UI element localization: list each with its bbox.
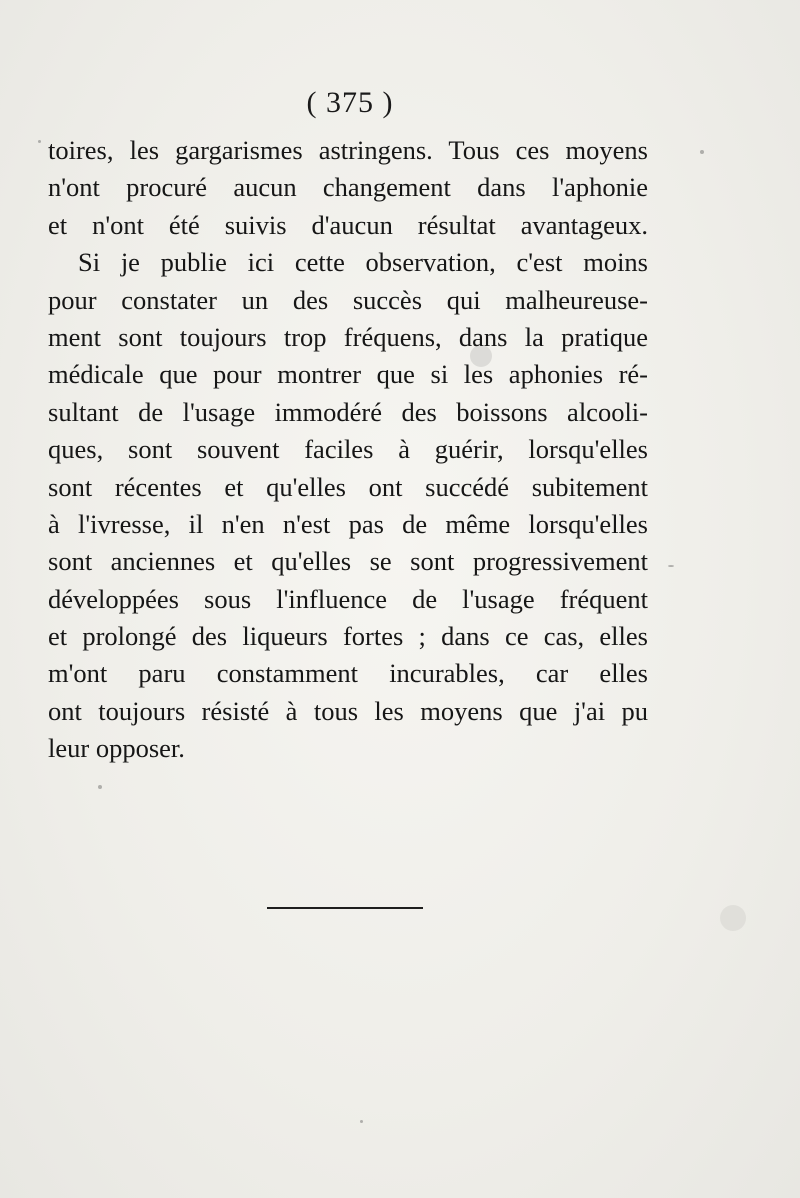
text-line: et prolongé des liqueurs fortes ; dans ce cas, elles bbox=[48, 621, 648, 652]
paper-speck bbox=[360, 1120, 363, 1123]
text-line: développées sous l'influence de l'usage fréquent bbox=[48, 583, 648, 614]
section-divider bbox=[267, 907, 423, 909]
text-line: ques, sont souvent faciles à guérir, lorsqu'elles bbox=[48, 434, 648, 465]
page-number: ( 375 ) bbox=[306, 86, 394, 119]
paper-speck bbox=[38, 140, 41, 143]
text-line: m'ont paru constamment incurables, car elles bbox=[48, 658, 648, 689]
paper-speck bbox=[668, 565, 674, 567]
paper-speck bbox=[720, 905, 746, 931]
body-text bbox=[48, 132, 648, 768]
text-line: à l'ivresse, il n'en n'est pas de même lorsqu'elles bbox=[48, 508, 648, 539]
text-line: toires, les gargarismes astringens. Tous ces moyens bbox=[48, 135, 648, 165]
text-line: pour constater un des succès qui malheureuse- bbox=[48, 284, 648, 315]
text-line: ont toujours résisté à tous les moyens que j'ai pu bbox=[48, 695, 648, 726]
paper-speck bbox=[700, 150, 704, 154]
text-line: sont récentes et qu'elles ont succédé subitement bbox=[48, 471, 648, 502]
text-line: et n'ont été suivis d'aucun résultat avantageux. bbox=[48, 209, 648, 240]
text-line: n'ont procuré aucun changement dans l'aphonie bbox=[48, 172, 648, 203]
paper-speck bbox=[98, 785, 102, 789]
text-line: sont anciennes et qu'elles se sont progressivement bbox=[48, 546, 648, 577]
paper-speck bbox=[470, 345, 492, 367]
text-line: médicale que pour montrer que si les aphonies ré- bbox=[48, 359, 648, 390]
text-line: Si je publie ici cette observation, c'est moins bbox=[78, 247, 648, 278]
text-line: sultant de l'usage immodéré des boissons alcooli- bbox=[48, 396, 648, 427]
text-line-last: leur opposer. bbox=[48, 733, 185, 764]
text-line: ment sont toujours trop fréquens, dans la pratique bbox=[48, 321, 648, 352]
